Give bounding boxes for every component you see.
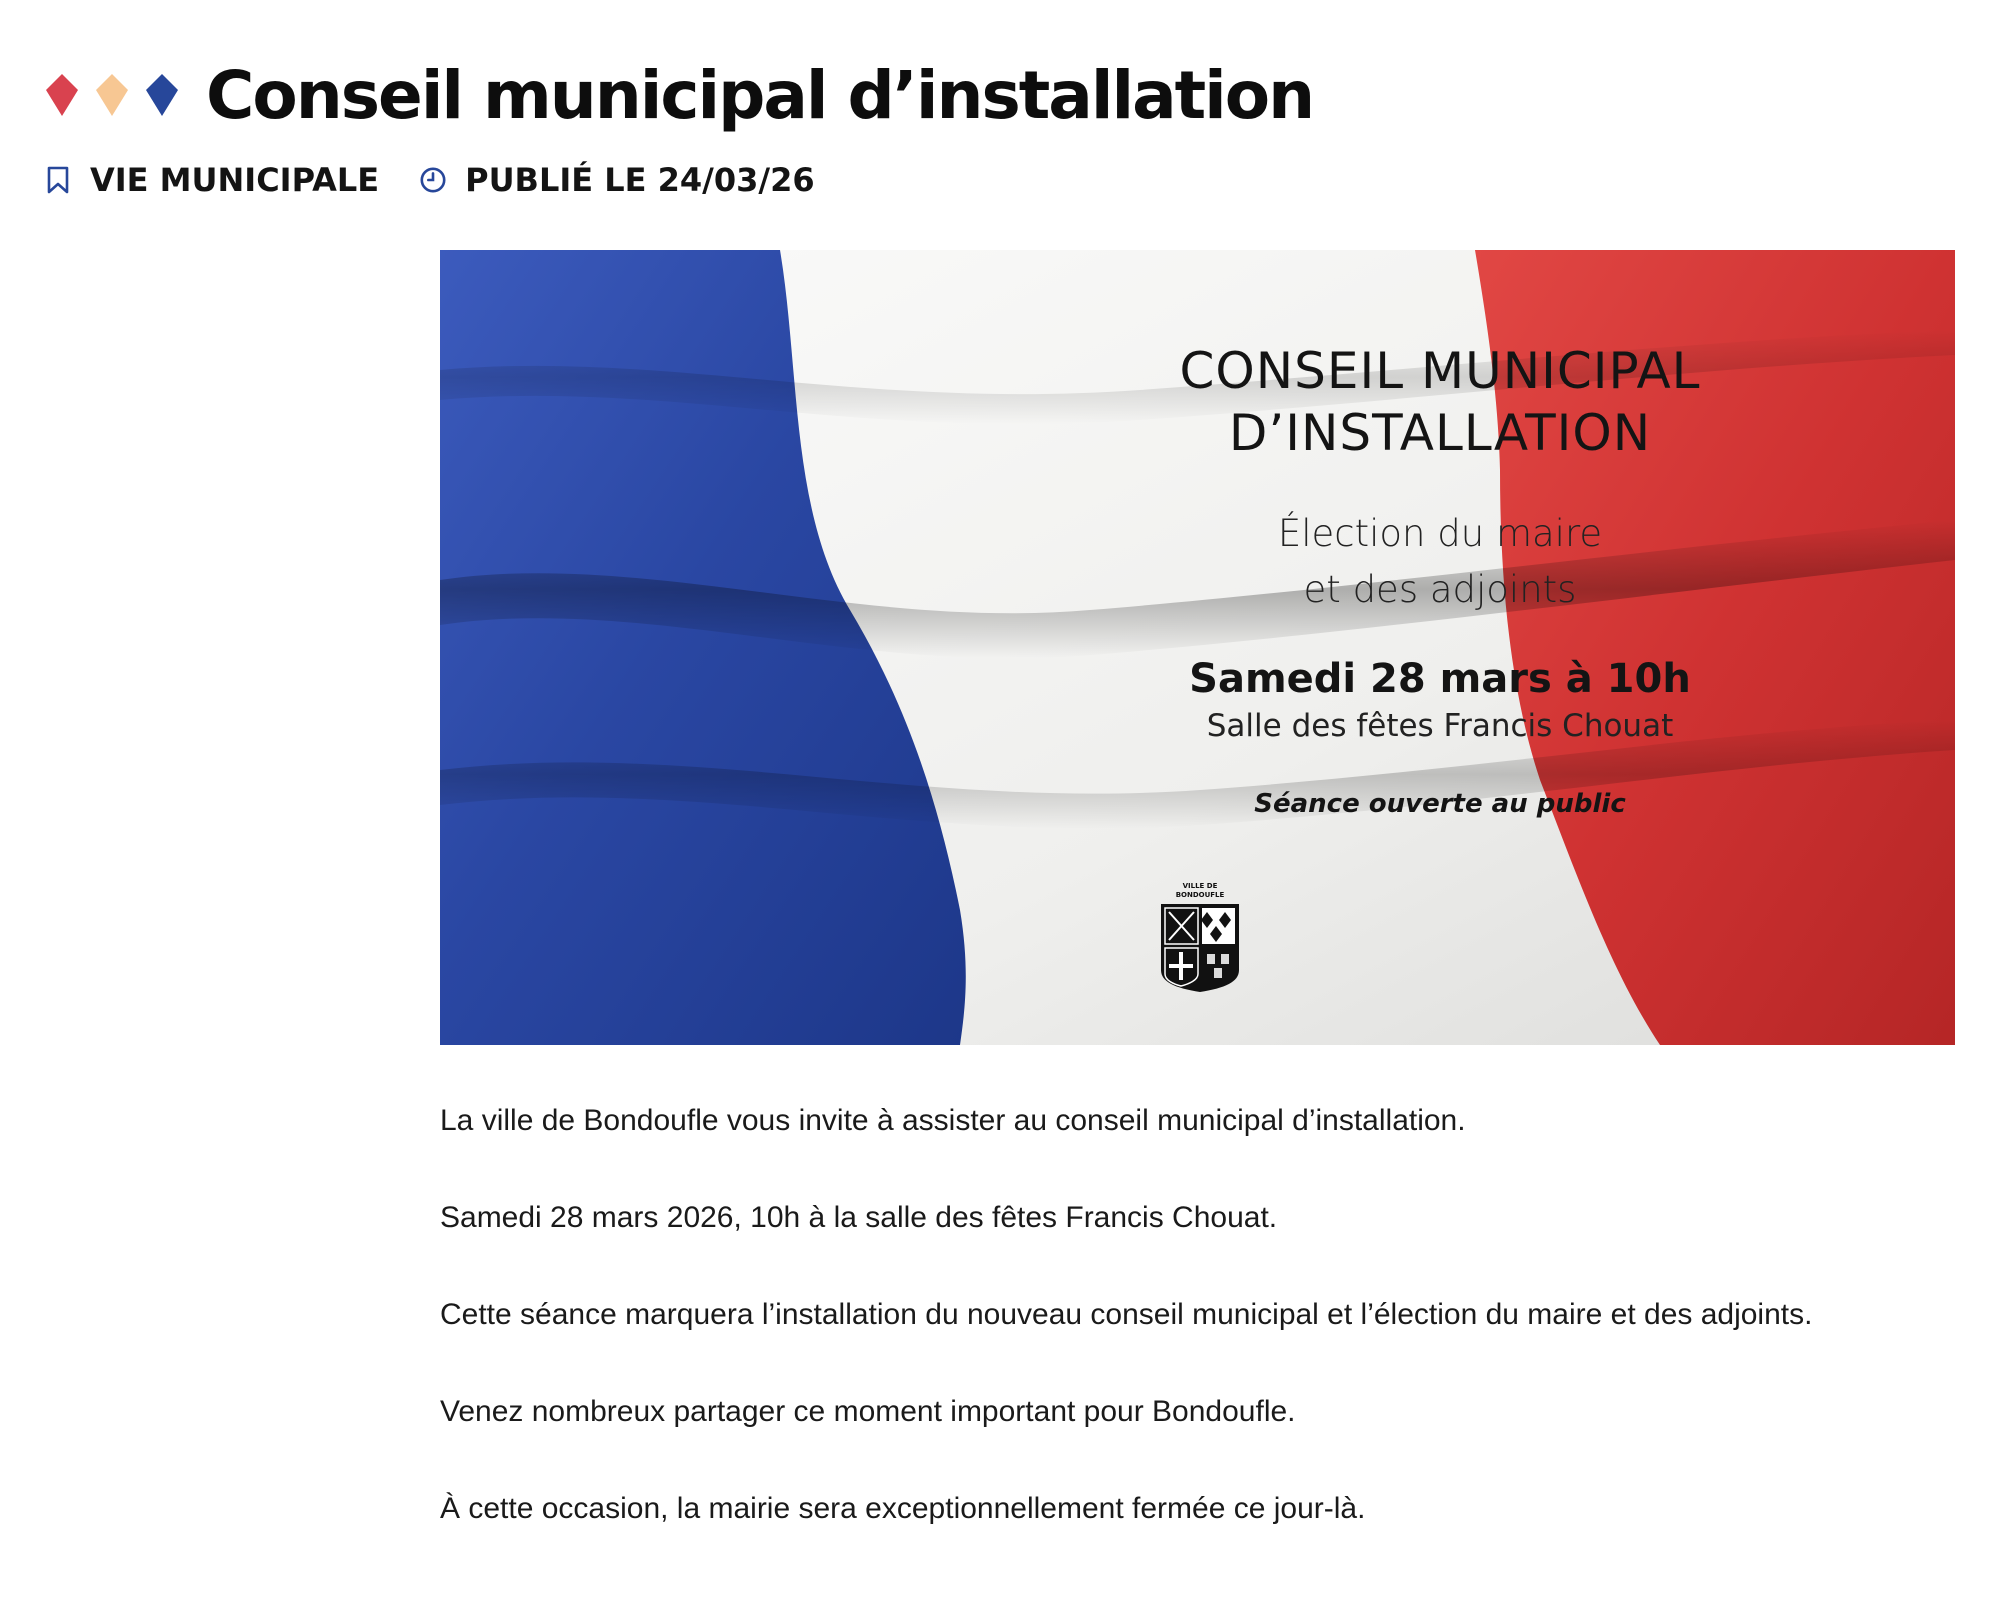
publish-date-label: PUBLIÉ LE 24/03/26 [465, 161, 815, 199]
crest-label-line1: VILLE DE [1182, 882, 1218, 890]
brand-diamonds [44, 72, 180, 118]
article-paragraph: La ville de Bondoufle vous invite à assister au conseil municipal d’installation. [440, 1104, 1466, 1137]
poster-subtitle-line2: et des adjoints [1303, 568, 1577, 611]
blue-diamond-icon [144, 72, 180, 118]
poster-title-line2: D’INSTALLATION [1228, 404, 1652, 462]
article-paragraph: Cette séance marquera l’installation du nouveau conseil municipal et l’élection du maire et des adjoints. [440, 1298, 1813, 1331]
page-header [44, 50, 1313, 140]
article-paragraph: Samedi 28 mars 2026, 10h à la salle des fêtes Francis Chouat. [440, 1201, 1278, 1234]
poster-subtitle [1140, 506, 1740, 618]
poster-title-line1: CONSEIL MUNICIPAL [1179, 342, 1701, 400]
event-poster [440, 250, 1955, 1045]
poster-subtitle-line1: Élection du maire [1277, 512, 1603, 555]
publish-date [419, 161, 814, 199]
article-paragraph: À cette occasion, la mairie sera exceptionnellement fermée ce jour-là. [440, 1492, 1366, 1525]
poster-public-note: Séance ouverte au public [1254, 789, 1626, 819]
red-diamond-icon [44, 72, 80, 118]
article-body [440, 1095, 1930, 1580]
poster-venue: Salle des fêtes Francis Chouat [1206, 708, 1674, 744]
crest-label-line2: BONDOUFLE [1175, 891, 1225, 899]
peach-diamond-icon [94, 72, 130, 118]
clock-icon [419, 165, 447, 195]
article-meta [44, 156, 855, 204]
poster-title [1140, 340, 1740, 464]
category-label: VIE MUNICIPALE [90, 161, 380, 199]
category-link[interactable] [44, 161, 379, 199]
poster-date: Samedi 28 mars à 10h [1189, 656, 1691, 702]
article-paragraph: Venez nombreux partager ce moment important pour Bondoufle. [440, 1395, 1296, 1428]
city-crest-logo [1155, 878, 1245, 994]
bookmark-icon [44, 165, 72, 195]
page-title: Conseil municipal d’installation [206, 56, 1314, 134]
